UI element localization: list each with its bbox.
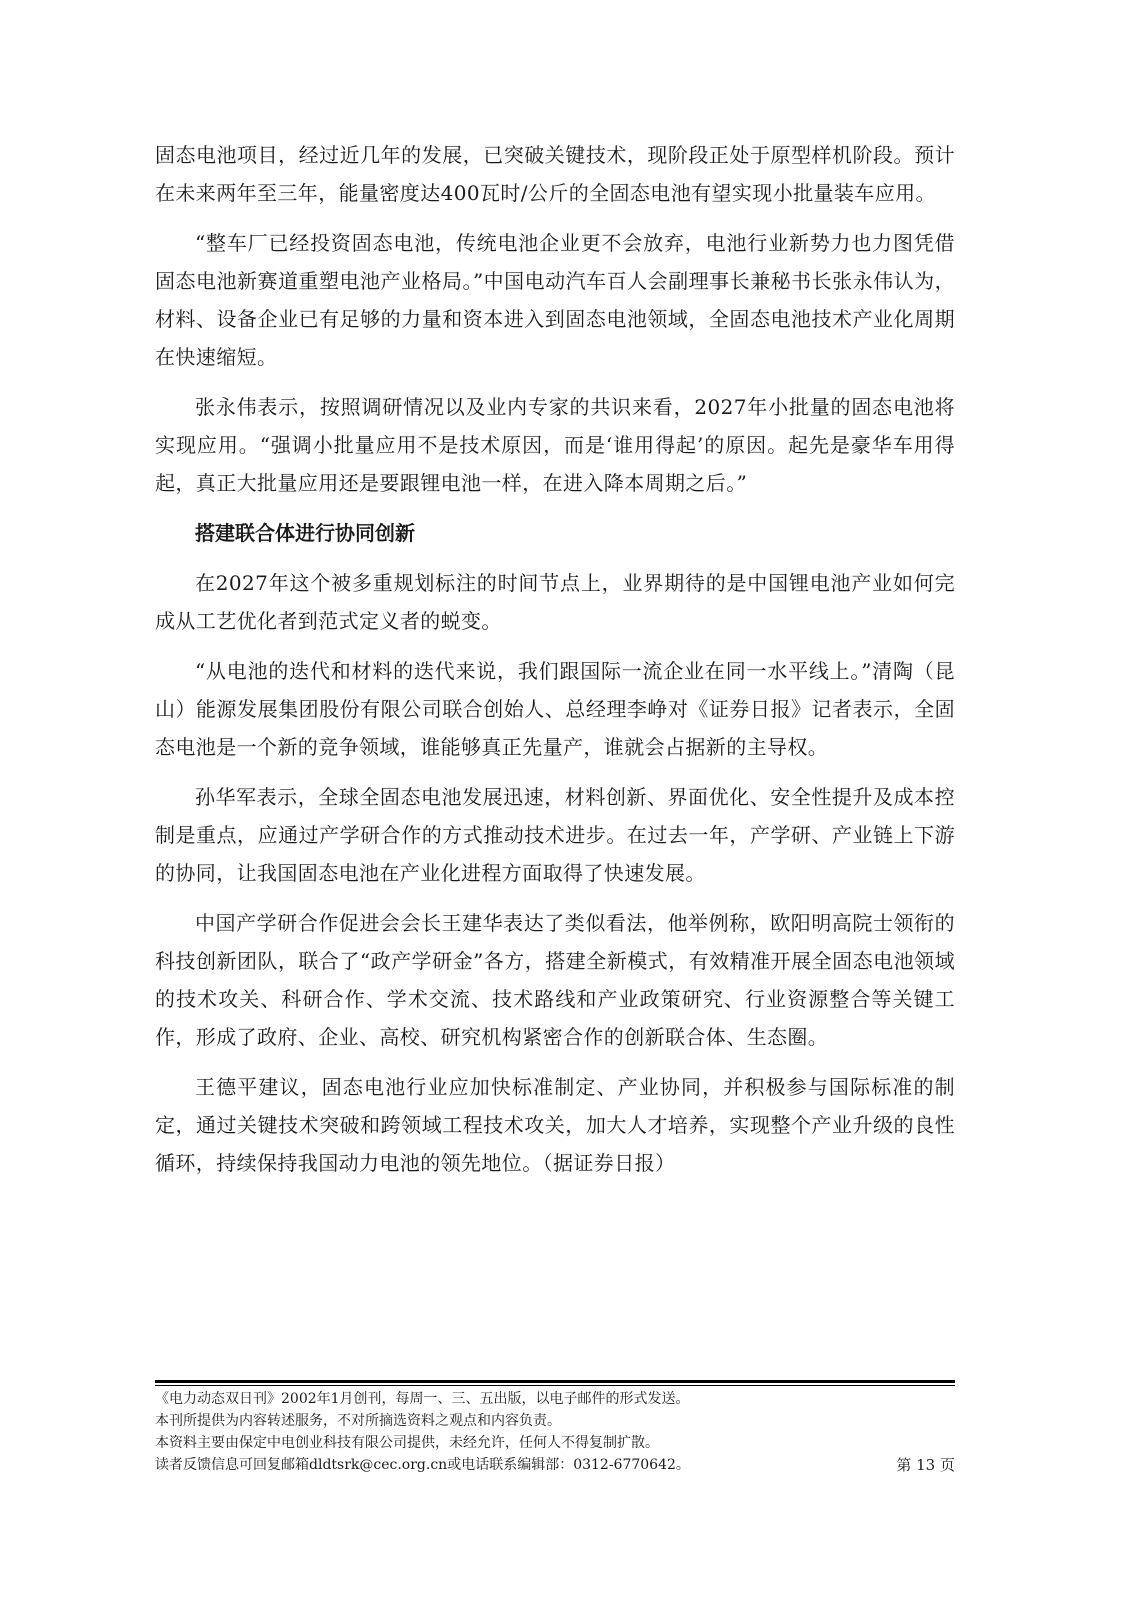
footer-contact-info: 读者反馈信息可回复邮箱dldtsrk@cec.org.cn或电话联系编辑部：0312-6770642。 — [155, 1457, 690, 1473]
footer-contact-row — [155, 1454, 955, 1476]
article-body — [155, 136, 955, 1194]
article-paragraph: “从电池的迭代和材料的迭代来说，我们跟国际一流企业在同一水平线上。”清陶（昆山）能源发展集团股份有限公司联合创始人、总经理李峥对《证券日报》记者表示，全固态电池是一个新的竞争领域，谁能够真正先量产，谁就会占据新的主导权。 — [155, 659, 955, 759]
article-paragraph: 孙华军表示，全球全固态电池发展迅速，材料创新、界面优化、安全性提升及成本控制是重点，应通过产学研合作的方式推动技术进步。在过去一年，产学研、产业链上下游的协同，让我国固态电池在产业化进程方面取得了快速发展。 — [155, 785, 955, 885]
article-paragraph: 中国产学研合作促进会会长王建华表达了类似看法，他举例称，欧阳明高院士领衔的科技创新团队，联合了“政产学研金”各方，搭建全新模式，有效精准开展全固态电池领域的技术攻关、科研合作、学术交流、技术路线和产业政策研究、行业资源整合等关键工作，形成了政府、企业、高校、研究机构紧密合作的创新联合体、生态圈。 — [155, 911, 955, 1049]
article-paragraph: 固态电池项目，经过近几年的发展，已突破关键技术，现阶段正处于原型样机阶段。预计在未来两年至三年，能量密度达400瓦时/公斤的全固态电池有望实现小批量装车应用。 — [155, 143, 955, 205]
page-number: 第 13 页 — [896, 1456, 955, 1474]
footer-copyright: 本资料主要由保定中电创业科技有限公司提供，未经允许，任何人不得复制扩散。 — [155, 1435, 659, 1451]
section-heading: 搭建联合体进行协同创新 — [195, 521, 415, 545]
footer-divider-thin — [155, 1385, 955, 1386]
article-paragraph: “整车厂已经投资固态电池，传统电池企业更不会放弃，电池行业新势力也力图凭借固态电池新赛道重塑电池产业格局。”中国电动汽车百人会副理事长兼秘书长张永伟认为，材料、设备企业已有足够的力量和资本进入到固态电池领域，全固态电池技术产业化周期在快速缩短。 — [155, 231, 955, 369]
footer-divider-thick — [155, 1380, 955, 1383]
footer-publication-info: 《电力动态双日刊》2002年1月创刊，每周一、三、五出版，以电子邮件的形式发送。 — [155, 1391, 690, 1407]
article-paragraph: 张永伟表示，按照调研情况以及业内专家的共识来看，2027年小批量的固态电池将实现应用。“强调小批量应用不是技术原因，而是‘谁用得起’的原因。起先是豪华车用得起，真正大批量应用还是要跟锂电池一样，在进入降本周期之后。” — [155, 395, 955, 495]
article-paragraph: 在2027年这个被多重规划标注的时间节点上，业界期待的是中国锂电池产业如何完成从工艺优化者到范式定义者的蜕变。 — [155, 571, 955, 633]
article-paragraph: 王德平建议，固态电池行业应加快标准制定、产业协同，并积极参与国际标准的制定，通过关键技术突破和跨领域工程技术攻关，加大人才培养，实现整个产业升级的良性循环，持续保持我国动力电池的领先地位。（据证券日报） — [155, 1075, 955, 1175]
footer-disclaimer: 本刊所提供为内容转述服务，不对所摘选资料之观点和内容负责。 — [155, 1413, 561, 1429]
page-footer — [155, 1380, 955, 1476]
